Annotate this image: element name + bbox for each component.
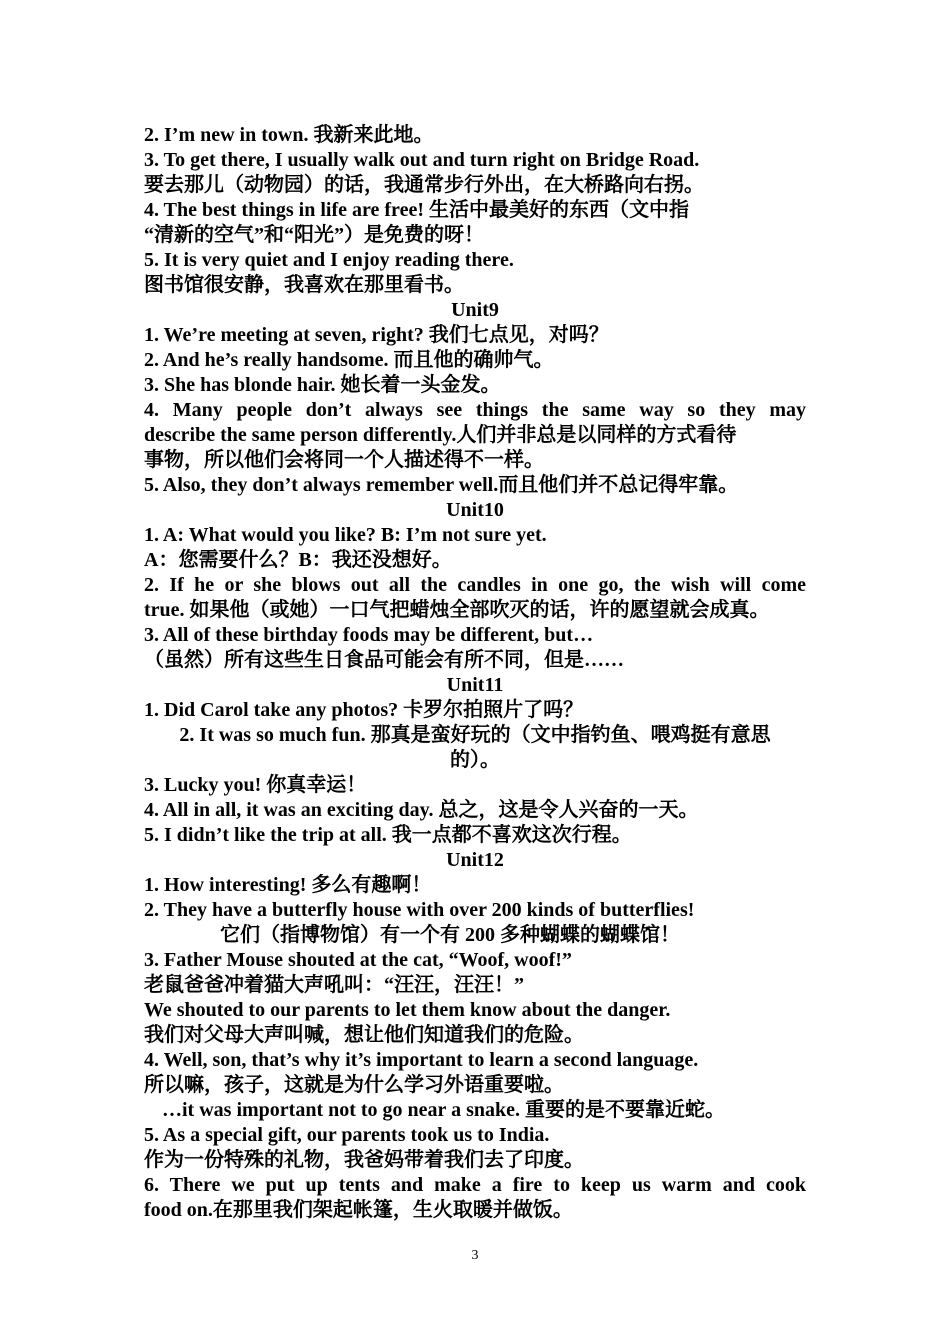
text-line: 5. It is very quiet and I enjoy reading there. (144, 249, 514, 271)
text-line: A：您需要什么？B：我还没想好。 (144, 549, 452, 571)
text-line: 5. I didn’t like the trip at all. 我一点都不喜欢这次行程。 (144, 824, 632, 846)
text-line: 5. Also, they don’t always remember well.而且他们并不总记得牢靠。 (144, 474, 739, 496)
text-line: 所以嘛，孩子，这就是为什么学习外语重要啦。 (144, 1074, 564, 1096)
text-line: 3. All of these birthday foods may be different, but… (144, 624, 594, 646)
text-line: describe the same person differently.人们并非总是以同样的方式看待 (144, 424, 737, 446)
text-line: We shouted to our parents to let them know about the danger. (144, 999, 671, 1021)
unit-heading: Unit12 (446, 849, 504, 871)
text-line: 2. They have a butterfly house with over 200 kinds of butterflies! (144, 899, 695, 921)
text-line: 6. There we put up tents and make a fire to keep us warm and cook (144, 1174, 806, 1196)
text-line: 要去那儿（动物园）的话，我通常步行外出，在大桥路向右拐。 (144, 174, 704, 196)
text-line: 4. All in all, it was an exciting day. 总之，这是令人兴奋的一天。 (144, 799, 699, 821)
text-line: “清新的空气”和“阳光”）是免费的呀！ (144, 224, 484, 246)
text-line: 3. Father Mouse shouted at the cat, “Woof, woof!” (144, 949, 572, 971)
page-number: 3 (471, 1248, 479, 1263)
text-line: 1. Did Carol take any photos? 卡罗尔拍照片了吗？ (144, 699, 584, 721)
text-line: 2. If he or she blows out all the candles in one go, the wish will come (144, 574, 806, 596)
document-body (144, 123, 806, 1223)
unit-heading: Unit9 (451, 299, 499, 321)
text-line: 3. She has blonde hair. 她长着一头金发。 (144, 374, 501, 396)
unit-heading: Unit11 (446, 674, 504, 696)
text-line: food on.在那里我们架起帐篷，生火取暖并做饭。 (144, 1199, 573, 1221)
text-line: （虽然）所有这些生日食品可能会有所不同，但是…… (144, 649, 624, 671)
text-line: 图书馆很安静，我喜欢在那里看书。 (144, 274, 464, 296)
text-line: 2. It was so much fun. 那真是蛮好玩的（文中指钓鱼、喂鸡挺有意思 (179, 724, 771, 746)
text-line: 1. We’re meeting at seven, right? 我们七点见，对吗？ (144, 324, 609, 346)
text-line: true. 如果他（或她）一口气把蜡烛全部吹灭的话，许的愿望就会成真。 (144, 599, 770, 621)
text-line: 它们（指博物馆）有一个有 200 多种蝴蝶的蝴蝶馆！ (220, 924, 680, 946)
text-line: 事物，所以他们会将同一个人描述得不一样。 (144, 449, 544, 471)
text-line: 1. A: What would you like? B: I’m not sure yet. (144, 524, 547, 546)
text-line: 5. As a special gift, our parents took us to India. (144, 1124, 550, 1146)
text-line: 3. To get there, I usually walk out and turn right on Bridge Road. (144, 149, 700, 171)
text-line: 1. How interesting! 多么有趣啊！ (144, 874, 432, 896)
text-line: 2. And he’s really handsome. 而且他的确帅气。 (144, 349, 554, 371)
text-line: 老鼠爸爸冲着猫大声吼叫：“汪汪，汪汪！” (144, 974, 524, 996)
text-line: 4. The best things in life are free! 生活中最美好的东西（文中指 (144, 199, 689, 221)
text-line: 的）。 (450, 749, 500, 771)
text-line: …it was important not to go near a snake. 重要的是不要靠近蛇。 (162, 1099, 725, 1121)
text-line: 4. Well, son, that’s why it’s important to learn a second language. (144, 1049, 699, 1071)
text-line: 我们对父母大声叫喊，想让他们知道我们的危险。 (144, 1024, 584, 1046)
text-line: 2. I’m new in town. 我新来此地。 (144, 124, 434, 146)
text-line: 4. Many people don’t always see things the same way so they may (144, 399, 806, 421)
text-line: 3. Lucky you! 你真幸运！ (144, 774, 367, 796)
text-line: 作为一份特殊的礼物，我爸妈带着我们去了印度。 (144, 1149, 584, 1171)
unit-heading: Unit10 (446, 499, 504, 521)
